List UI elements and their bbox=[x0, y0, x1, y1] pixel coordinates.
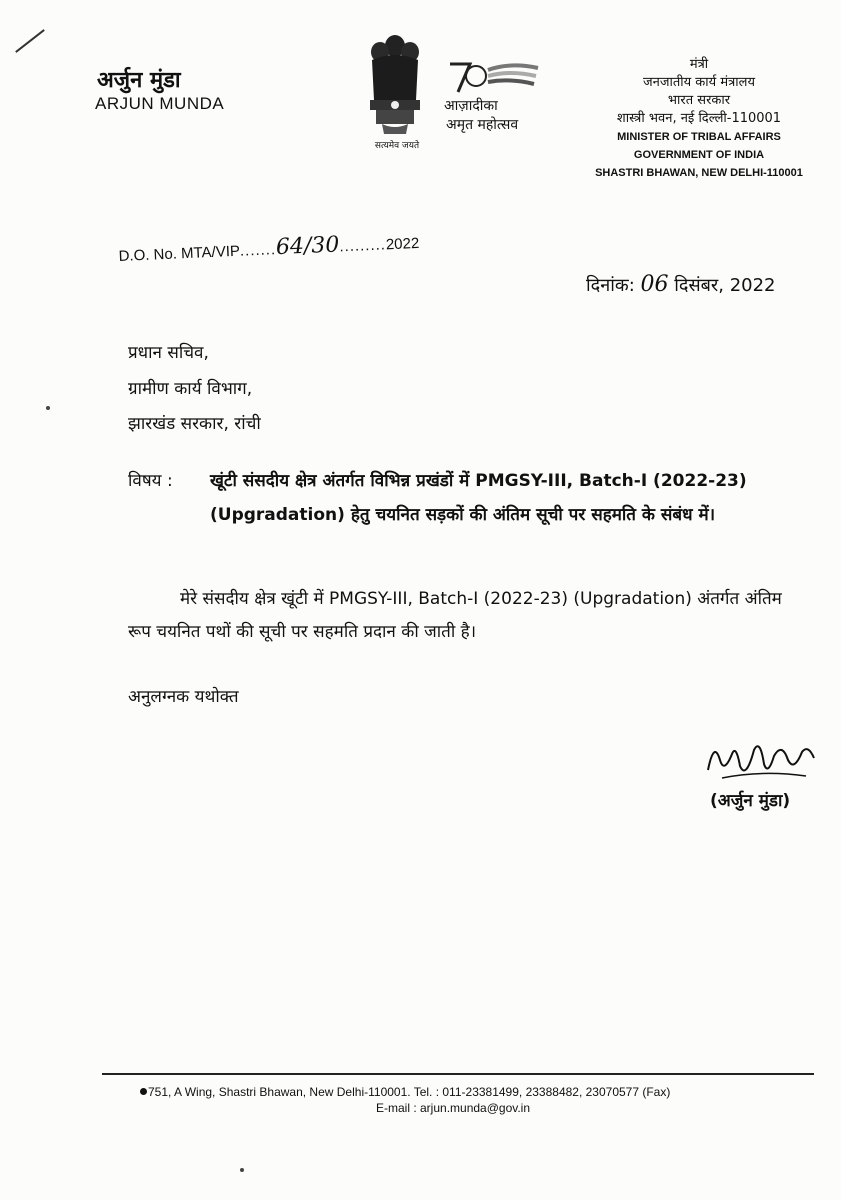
date-day: 06 bbox=[640, 272, 669, 297]
addressee-line: झारखंड सरकार, रांची bbox=[128, 414, 261, 434]
signatory-name: (अर्जुन मुंडा) bbox=[710, 791, 791, 811]
footer-bullet-icon bbox=[140, 1088, 147, 1095]
sender-name-english: ARJUN MUNDA bbox=[95, 94, 225, 113]
ministry-line: मंत्री bbox=[689, 57, 709, 72]
subject-label: विषय : bbox=[128, 471, 173, 491]
reference-number: D.O. No. MTA/VIP.......64/30.........2022 bbox=[118, 232, 420, 265]
footer-divider bbox=[102, 1073, 814, 1075]
addressee-line: ग्रामीण कार्य विभाग, bbox=[128, 379, 253, 399]
ministry-line: जनजातीय कार्य मंत्रालय bbox=[642, 75, 756, 90]
handwritten-signature bbox=[702, 730, 822, 790]
addressee-line: प्रधान सचिव, bbox=[128, 343, 209, 363]
subject-text: खूंटी संसदीय क्षेत्र अंतर्गत विभिन्न प्रखंडों में PMGSY-III, Batch-I (2022-23) (Upgradation) हेतु चयनित सड़कों की अंतिम सूची पर सहमति के संबंध में। bbox=[210, 471, 747, 525]
date-label: दिनांक: bbox=[586, 275, 635, 296]
ministry-line-en: GOVERNMENT OF INDIA bbox=[633, 149, 765, 161]
footer-email: E-mail : arjun.munda@gov.in bbox=[376, 1101, 531, 1115]
scan-speck bbox=[240, 1168, 244, 1172]
national-emblem-icon bbox=[360, 30, 430, 148]
emblem-motto: सत्यमेव जयते bbox=[374, 141, 420, 151]
ministry-address-block bbox=[584, 56, 814, 182]
azadi-line-1: आज़ादीका bbox=[444, 98, 498, 114]
body-paragraph: मेरे संसदीय क्षेत्र खूंटी में PMGSY-III, Batch-I (2022-23) (Upgradation) अंतर्गत अंतिम रूप चयनित पथों की सूची पर सहमति प्रदान की जाती है। bbox=[128, 589, 782, 642]
reference-handwritten-number: 64/30 bbox=[275, 232, 340, 261]
reference-prefix: D.O. No. MTA/VIP bbox=[118, 242, 241, 265]
footer-address: 751, A Wing, Shastri Bhawan, New Delhi-110001. Tel. : 011-23381499, 23388482, 23070577 (Fax) bbox=[148, 1085, 671, 1099]
azadi-line-2: अमृत महोत्सव bbox=[446, 117, 519, 133]
ministry-line: भारत सरकार bbox=[667, 93, 731, 108]
ministry-line-en: MINISTER OF TRIBAL AFFAIRS bbox=[617, 131, 781, 143]
scan-speck bbox=[46, 406, 50, 410]
sender-name-hindi: अर्जुन मुंडा bbox=[97, 68, 181, 93]
date-rest: दिसंबर, 2022 bbox=[674, 275, 776, 296]
reference-year: 2022 bbox=[385, 234, 420, 254]
ministry-line: शास्त्री भवन, नई दिल्ली-110001 bbox=[616, 111, 782, 126]
letter-date bbox=[586, 272, 776, 297]
enclosure-note: अनुलग्नक यथोक्त bbox=[128, 687, 239, 707]
ministry-line-en: SHASTRI BHAWAN, NEW DELHI-110001 bbox=[595, 167, 803, 179]
scan-mark bbox=[15, 29, 45, 53]
